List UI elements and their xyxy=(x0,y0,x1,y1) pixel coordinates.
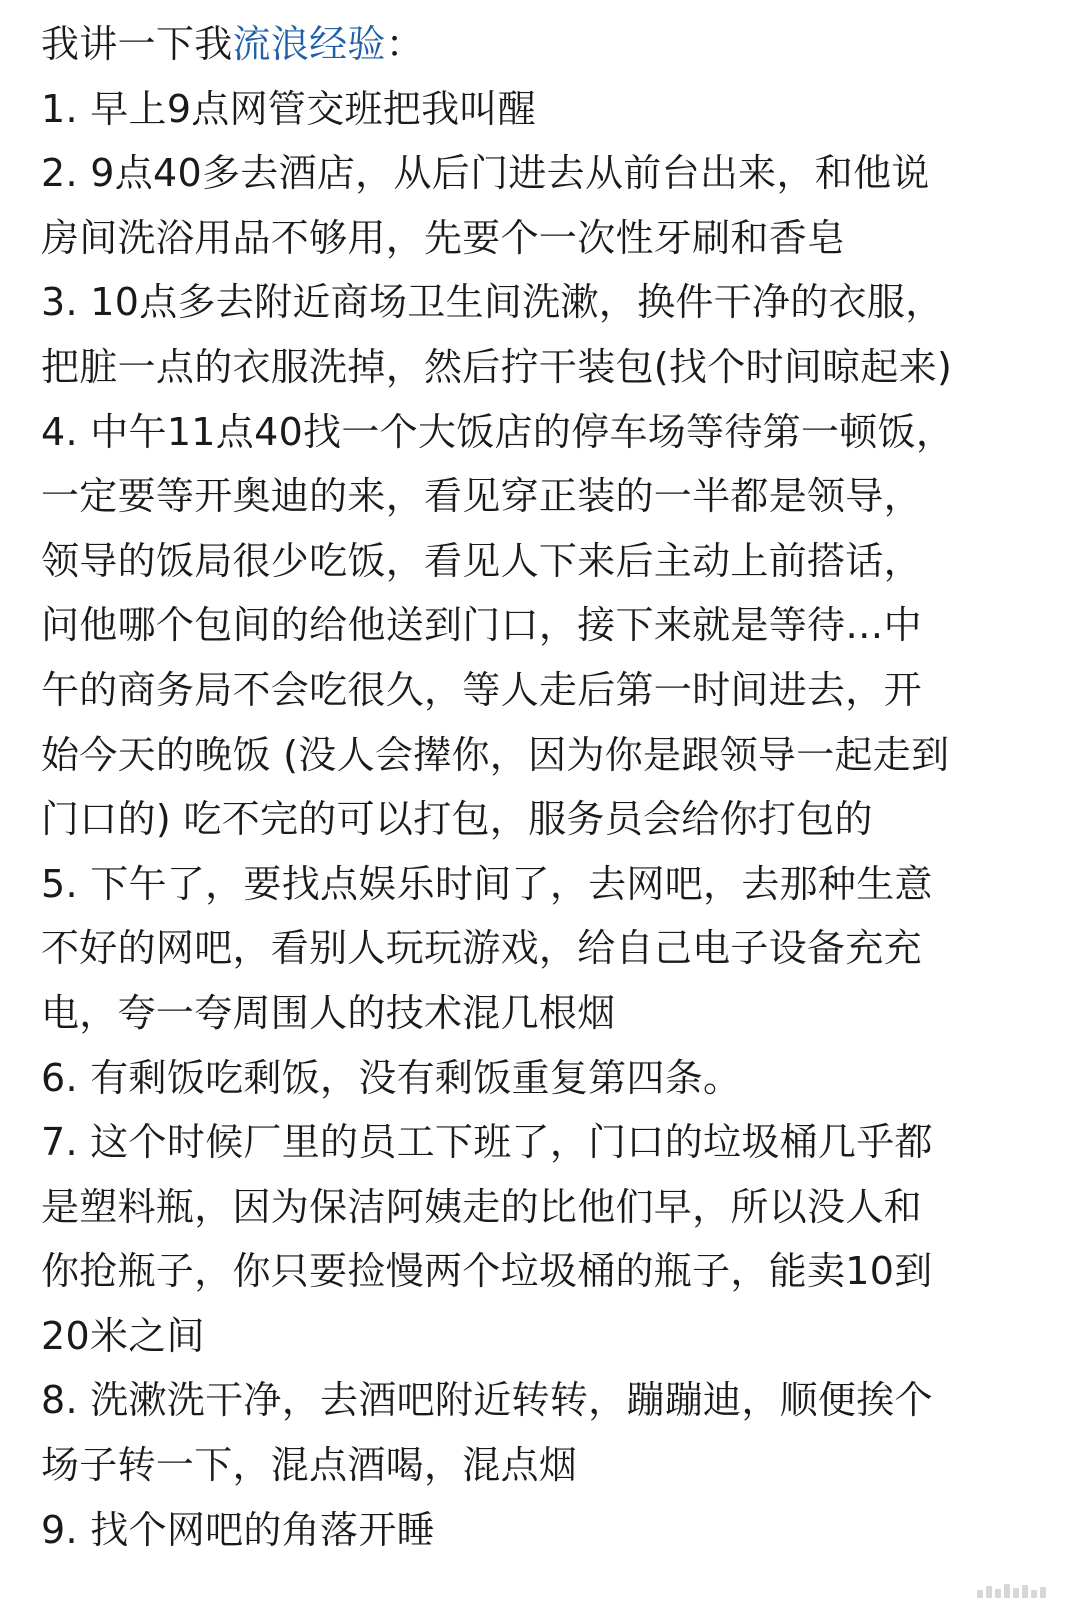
post-line: 你抢瓶子，你只要捡慢两个垃圾桶的瓶子，能卖10到 xyxy=(41,1249,933,1294)
post-intro-line xyxy=(41,12,1041,77)
post-line: 20米之间 xyxy=(41,1313,205,1358)
topic-link[interactable]: 流浪经验 xyxy=(232,22,386,66)
post-line: 始今天的晚饭 (没人会撵你，因为你是跟领导一起走到 xyxy=(41,732,950,777)
post-line: 不好的网吧，看别人玩玩游戏，给自己电子设备充充 xyxy=(41,926,922,971)
post-lines xyxy=(41,77,1041,1563)
post-line: 1. 早上9点网管交班把我叫醒 xyxy=(41,86,537,131)
intro-suffix: ： xyxy=(385,22,425,66)
post-line: 问他哪个包间的给他送到门口，接下来就是等待…中 xyxy=(41,603,922,648)
post-line: 9. 找个网吧的角落开睡 xyxy=(41,1507,435,1552)
intro-prefix: 我讲一下我 xyxy=(41,22,233,66)
post-line: 2. 9点40多去酒店，从后门进去从前台出来，和他说 xyxy=(41,151,930,196)
post-line: 6. 有剩饭吃剩饭，没有剩饭重复第四条。 xyxy=(41,1055,742,1100)
post-line: 房间洗浴用品不够用，先要个一次性牙刷和香皂 xyxy=(41,215,846,260)
post-line: 是塑料瓶，因为保洁阿姨走的比他们早，所以没人和 xyxy=(41,1184,922,1229)
post-line: 5. 下午了，要找点娱乐时间了，去网吧，去那种生意 xyxy=(41,861,933,906)
post-line: 场子转一下，混点酒喝，混点烟 xyxy=(41,1443,578,1488)
post-line: 午的商务局不会吃很久，等人走后第一时间进去，开 xyxy=(41,667,922,712)
post-line: 3. 10点多去附近商场卫生间洗漱，换件干净的衣服， xyxy=(41,280,944,325)
post-body xyxy=(41,12,1041,1562)
post-line: 电，夸一夸周围人的技术混几根烟 xyxy=(41,990,616,1035)
post-line: 一定要等开奥迪的来，看见穿正装的一半都是领导， xyxy=(41,474,922,519)
post-line: 门口的) 吃不完的可以打包，服务员会给你打包的 xyxy=(41,797,873,842)
post-line: 4. 中午11点40找一个大饭店的停车场等待第一顿饭， xyxy=(41,409,955,454)
post-line: 8. 洗漱洗干净，去酒吧附近转转，蹦蹦迪，顺便挨个 xyxy=(41,1378,933,1423)
post-line: 把脏一点的衣服洗掉，然后拧干装包(找个时间晾起来) xyxy=(41,344,953,389)
post-line: 7. 这个时候厂里的员工下班了，门口的垃圾桶几乎都 xyxy=(41,1120,933,1165)
watermark-bars xyxy=(977,1584,1046,1598)
post-line: 领导的饭局很少吃饭，看见人下来后主动上前搭话， xyxy=(41,538,922,583)
